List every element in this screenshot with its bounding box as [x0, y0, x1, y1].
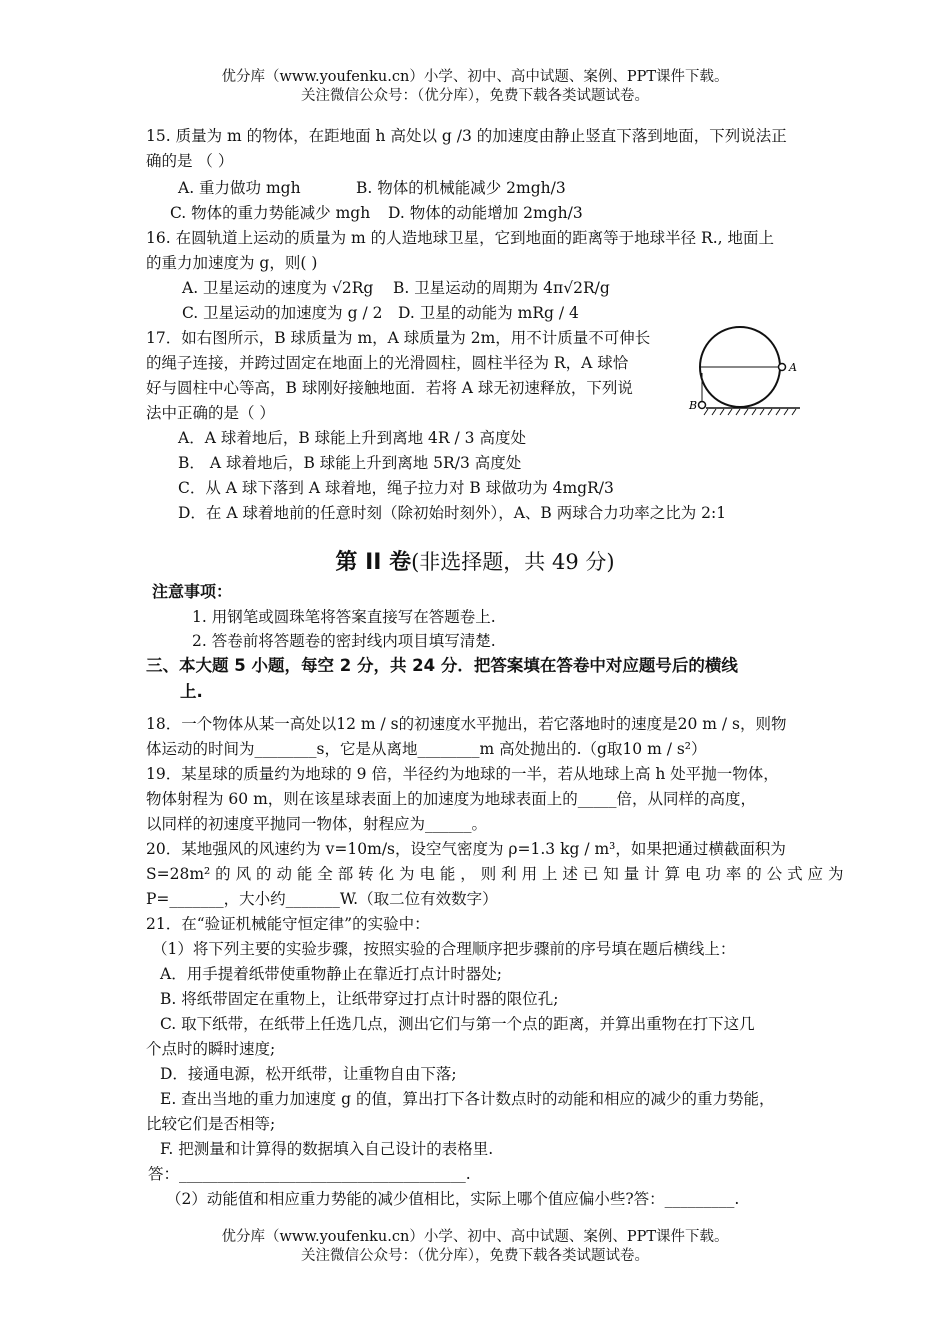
q20-line1: 20．某地强风的风速约为 v=10m/s，设空气密度为 ρ=1.3 kg / m³，如果把通过横截面积为 — [146, 840, 786, 858]
q21-step-a: A．用手提着纸带使重物静止在靠近打点计时器处; — [160, 965, 502, 983]
q21-step-c-line2: 个点时的瞬时速度; — [146, 1040, 276, 1058]
q15-option-c: C. 物体的重力势能减少 mgh — [170, 204, 371, 222]
part2-title-sub: (非选择题，共 49 分) — [411, 550, 615, 574]
q16-option-a: A. 卫星运动的速度为 √2Rg — [182, 279, 374, 297]
ground-hatching — [704, 409, 796, 415]
q17-option-a: A．A 球着地后，B 球能上升到离地 4R / 3 高度处 — [178, 429, 526, 447]
q16-option-c: C. 卫星运动的加速度为 g / 2 — [182, 304, 383, 322]
notice-item-1: 1. 用钢笔或圆珠笔将答案直接写在答题卷上. — [192, 608, 496, 626]
q15-stem-line1: 15. 质量为 m 的物体，在距地面 h 高处以 g /3 的加速度由静止竖直下落到地面，下列说法正 — [146, 127, 787, 145]
q21-step-e-line2: 比较它们是否相等; — [146, 1115, 276, 1133]
label-b: B — [689, 399, 698, 412]
q19-line1: 19．某星球的质量约为地球的 9 倍，半径约为地球的一半，若从地球上高 h 处平抛一物体， — [146, 765, 779, 783]
part2-title-main: 第 II 卷 — [335, 550, 412, 575]
q17-option-d: D．在 A 球着地前的任意时刻（除初始时刻外），A、B 两球合力功率之比为 2:1 — [178, 504, 727, 522]
q16-stem-line2: 的重力加速度为 g，则( ) — [146, 254, 318, 272]
header-line-1: 优分库（www.youfenku.cn）小学、初中、高中试题、案例、PPT课件下载。 — [221, 69, 729, 85]
q18-line2: 体运动的时间为________s，它是从离地________m 高处抛出的.（g取10 m / s²） — [146, 740, 707, 758]
q16-option-b: B. 卫星运动的周期为 4π√2R/g — [393, 279, 610, 297]
q20-line2: S=28m² 的 风 的 动 能 全 部 转 化 为 电 能 ， 则 利 用 上 述 已 知 量 计 算 电 功 率 的 公 式 应 为 — [146, 865, 844, 883]
footer-line-1: 优分库（www.youfenku.cn）小学、初中、高中试题、案例、PPT课件下载。 — [221, 1229, 729, 1245]
q19-line2: 物体射程为 60 m，则在该星球表面上的加速度为地球表面上的_____倍，从同样的高度， — [146, 790, 757, 808]
q15-option-a: A. 重力做功 mgh — [178, 179, 301, 197]
q15-option-d: D. 物体的动能增加 2mgh/3 — [388, 204, 583, 222]
q17-stem-line3: 好与圆柱中心等高，B 球刚好接触地面．若将 A 球无初速释放，下列说 — [146, 379, 633, 397]
footer-line-2: 关注微信公众号：（优分库），免费下载各类试题试卷。 — [301, 1248, 649, 1264]
q16-stem-line1: 16. 在圆轨道上运动的质量为 m 的人造地球卫星，它到地面的距离等于地球半径 R., 地面上 — [146, 229, 775, 247]
q17-stem-line2: 的绳子连接，并跨过固定在地面上的光滑圆柱，圆柱半径为 R，A 球恰 — [146, 354, 629, 372]
q18-line1: 18．一个物体从某一高处以12 m / s的初速度水平抛出，若它落地时的速度是20 m / s，则物 — [146, 715, 787, 733]
notice-item-2: 2. 答卷前将答题卷的密封线内项目填写清楚. — [192, 632, 496, 650]
section3-heading-line1: 三、本大题 5 小题，每空 2 分，共 24 分．把答案填在答卷中对应题号后的横线 — [146, 656, 738, 675]
label-a: A — [789, 361, 797, 374]
page-footer — [0, 1228, 950, 1266]
q19-line3: 以同样的初速度平抛同一物体，射程应为______。 — [146, 815, 488, 833]
q17-option-c: C．从 A 球下落到 A 球着地，绳子拉力对 B 球做功为 4mgR/3 — [178, 479, 614, 497]
q21-step-c-line1: C. 取下纸带，在纸带上任选几点，测出它们与第一个点的距离，并算出重物在打下这几 — [160, 1015, 755, 1033]
section3-heading-line2: 上. — [180, 682, 203, 701]
q21-step-f: F. 把测量和计算得的数据填入自己设计的表格里. — [160, 1140, 494, 1158]
header-line-2: 关注微信公众号：（优分库），免费下载各类试题试卷。 — [301, 88, 649, 104]
q21-step-d: D．接通电源，松开纸带，让重物自由下落; — [160, 1065, 457, 1083]
page-header — [0, 68, 950, 106]
q21-answer-line: 答：_____________________________________. — [148, 1165, 471, 1183]
q21-step-e-line1: E. 查出当地的重力加速度 g 的值，算出打下各计数点时的动能和相应的减少的重力势能， — [160, 1090, 775, 1108]
part2-title — [0, 548, 950, 577]
q21-line1: 21．在“验证机械能守恒定律”的实验中： — [146, 915, 430, 933]
q20-line3: P=_______，大小约_______W.（取二位有效数字） — [146, 890, 498, 908]
q15-option-b: B. 物体的机械能减少 2mgh/3 — [356, 179, 566, 197]
q21-part1: （1）将下列主要的实验步骤，按照实验的合理顺序把步骤前的序号填在题后横线上： — [152, 940, 736, 958]
q17-stem-line4: 法中正确的是（ ） — [146, 404, 275, 422]
ball-a — [779, 364, 786, 371]
q17-option-b: B． A 球着地后，B 球能上升到离地 5R/3 高度处 — [178, 454, 522, 472]
q15-stem-line2: 确的是 （ ） — [146, 152, 234, 170]
q17-cylinder-figure — [688, 325, 806, 421]
q17-stem-line1: 17．如右图所示，B 球质量为 m，A 球质量为 2m，用不计质量不可伸长 — [146, 329, 651, 347]
notice-heading: 注意事项： — [152, 582, 233, 601]
q21-step-b: B. 将纸带固定在重物上，让纸带穿过打点计时器的限位孔; — [160, 990, 559, 1008]
q16-option-d: D. 卫星的动能为 mRg / 4 — [398, 304, 579, 322]
q21-part2: （2）动能值和相应重力势能的减少值相比，实际上哪个值应偏小些?答：_________. — [166, 1190, 740, 1208]
ball-b — [699, 402, 706, 409]
